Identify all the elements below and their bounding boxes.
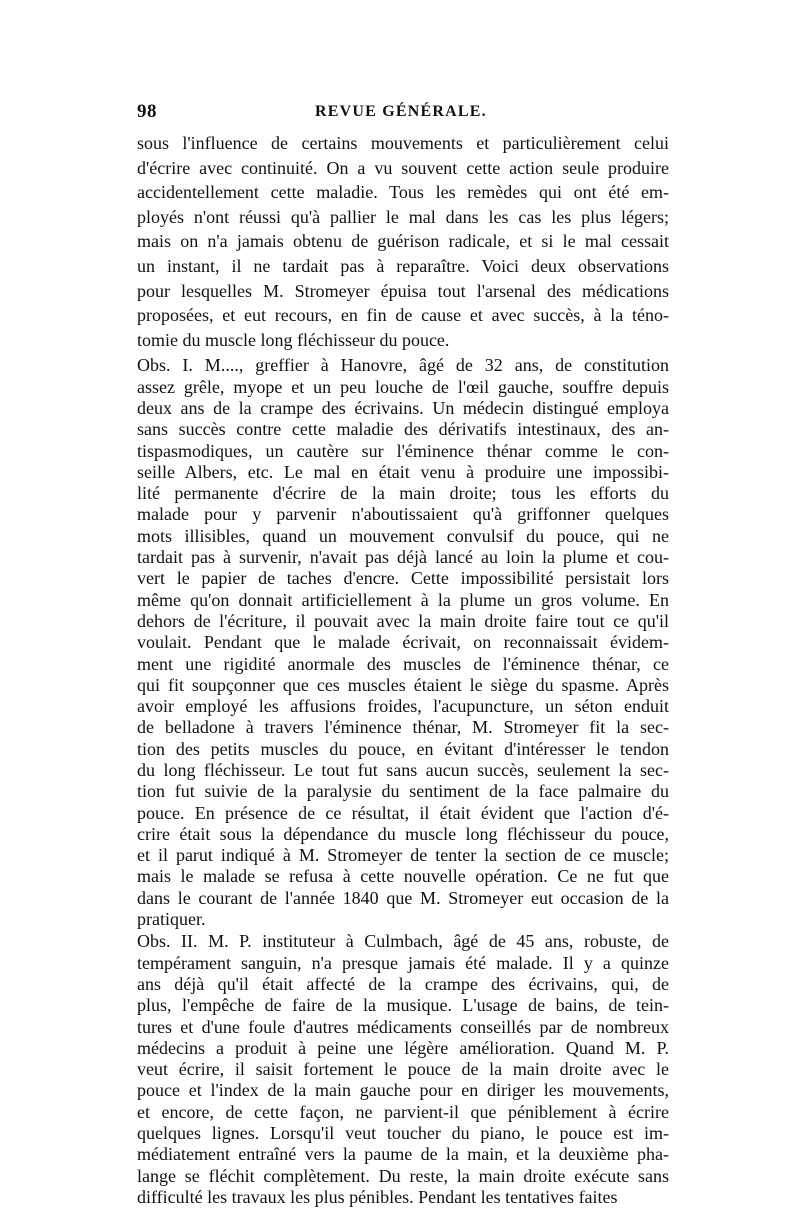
text-line: deux ans de la crampe des écrivains. Un médecin distingué employa bbox=[137, 397, 669, 418]
text-line: dans le courant de l'année 1840 que M. Stromeyer eut occasion de la bbox=[137, 887, 669, 908]
text-line: ment une rigidité anormale des muscles de l'éminence thénar, ce bbox=[137, 653, 669, 674]
text-line: tomie du muscle long fléchisseur du pouce. bbox=[137, 329, 450, 350]
text-line: tispasmodiques, un cautère sur l'éminence thénar comme le con- bbox=[137, 440, 669, 461]
text-line: qui fit soupçonner que ces muscles étaient le siège du spasme. Après bbox=[137, 674, 669, 695]
text-line: pour lesquelles M. Stromeyer épuisa tout l'arsenal des médications bbox=[137, 280, 669, 301]
paragraph-observation-1 bbox=[137, 355, 669, 930]
text-line: malade pour y parvenir n'aboutissaient qu'à griffonner quelques bbox=[137, 504, 669, 525]
text-line: même qu'on donnait artificiellement à la plume un gros volume. En bbox=[137, 589, 669, 610]
text-line: tempérament sanguin, n'a presque jamais été malade. Il y a quinze bbox=[137, 952, 669, 973]
paragraph-observation-2 bbox=[137, 931, 669, 1208]
text-line: tardait pas à survenir, n'avait pas déjà lancé au loin la plume et cou- bbox=[137, 547, 669, 568]
text-line: Obs. II. M. P. instituteur à Culmbach, âgé de 45 ans, robuste, de bbox=[137, 931, 669, 952]
text-line: pouce et l'index de la main gauche pour en diriger les mouvements, bbox=[137, 1080, 669, 1101]
text-line: avoir employé les affusions froides, l'acupuncture, un séton enduit bbox=[137, 696, 669, 717]
text-line: mots illisibles, quand un mouvement convulsif du pouce, qui ne bbox=[137, 525, 669, 546]
text-line: pouce. En présence de ce résultat, il était évident que l'action d'é- bbox=[137, 802, 669, 823]
text-line: veut écrire, il saisit fortement le pouce de la main droite avec le bbox=[137, 1059, 669, 1080]
text-line: sans succès contre cette maladie des dérivatifs intestinaux, des an- bbox=[137, 419, 669, 440]
text-line: médecins a produit à peine une légère amélioration. Quand M. P. bbox=[137, 1037, 669, 1058]
text-line: vert le papier de taches d'encre. Cette impossibilité persistait lors bbox=[137, 568, 669, 589]
text-line: pratiquer. bbox=[137, 909, 206, 930]
text-line: ployés n'ont réussi qu'à pallier le mal dans les cas les plus légers; bbox=[137, 206, 669, 227]
text-line: tures et d'une foule d'autres médicaments conseillés par de nombreux bbox=[137, 1016, 669, 1037]
text-line: plus, l'empêche de faire de la musique. L'usage de bains, de tein- bbox=[137, 995, 669, 1016]
running-head: REVUE GÉNÉRALE. bbox=[315, 103, 487, 120]
text-line: voulait. Pendant que le malade écrivait, on reconnaissait évidem- bbox=[137, 632, 669, 653]
text-line: un instant, il ne tardait pas à reparaître. Voici deux observations bbox=[137, 255, 669, 276]
text-line: et encore, de cette façon, ne parvient-il que péniblement à écrire bbox=[137, 1101, 669, 1122]
text-line: et il parut indiqué à M. Stromeyer de tenter la section de ce muscle; bbox=[137, 845, 669, 866]
paragraph-intro bbox=[137, 131, 669, 352]
page-number: 98 bbox=[137, 101, 157, 122]
text-line: seille Albers, etc. Le mal en était venu à produire une impossibi- bbox=[137, 461, 669, 482]
text-line: ans déjà qu'il était affecté de la crampe des écrivains, qui, de bbox=[137, 973, 669, 994]
body-text bbox=[137, 131, 669, 1208]
text-line: lité permanente d'écrire de la main droite; tous les efforts du bbox=[137, 483, 669, 504]
page-header bbox=[137, 101, 669, 125]
text-line: Obs. I. M...., greffier à Hanovre, âgé de 32 ans, de constitution bbox=[137, 355, 669, 376]
text-line: accidentellement cette maladie. Tous les remèdes qui ont été em- bbox=[137, 182, 669, 203]
text-line: de belladone à travers l'éminence thénar, M. Stromeyer fit la sec- bbox=[137, 717, 669, 738]
text-line: sous l'influence de certains mouvements et particulièrement celui bbox=[137, 133, 669, 153]
text-line: dehors de l'écriture, il pouvait avec la main droite faire tout ce qu'il bbox=[137, 610, 669, 631]
text-line: tion des petits muscles du pouce, en évitant d'intéresser le tendon bbox=[137, 738, 669, 759]
text-line: difficulté les travaux les plus pénibles. Pendant les tentatives faites bbox=[137, 1186, 618, 1207]
text-line: lange se fléchit complètement. Du reste, la main droite exécute sans bbox=[137, 1165, 669, 1186]
text-line: proposées, et eut recours, en fin de cause et avec succès, à la téno- bbox=[137, 305, 669, 326]
text-line: crire était sous la dépendance du muscle long fléchisseur du pouce, bbox=[137, 823, 669, 844]
text-line: assez grêle, myope et un peu louche de l'œil gauche, souffre depuis bbox=[137, 376, 669, 397]
text-line: tion fut suivie de la paralysie du sentiment de la face palmaire du bbox=[137, 781, 669, 802]
text-line: médiatement entraîné vers la paume de la main, et la deuxième pha- bbox=[137, 1144, 669, 1165]
text-line: mais le malade se refusa à cette nouvelle opération. Ce ne fut que bbox=[137, 866, 669, 887]
text-line: quelques lignes. Lorsqu'il veut toucher du piano, le pouce est im- bbox=[137, 1123, 669, 1144]
text-line: du long fléchisseur. Le tout fut sans aucun succès, seulement la sec- bbox=[137, 759, 669, 780]
text-line: mais on n'a jamais obtenu de guérison radicale, et si le mal cessait bbox=[137, 231, 669, 252]
text-line: d'écrire avec continuité. On a vu souvent cette action seule produire bbox=[137, 157, 669, 178]
